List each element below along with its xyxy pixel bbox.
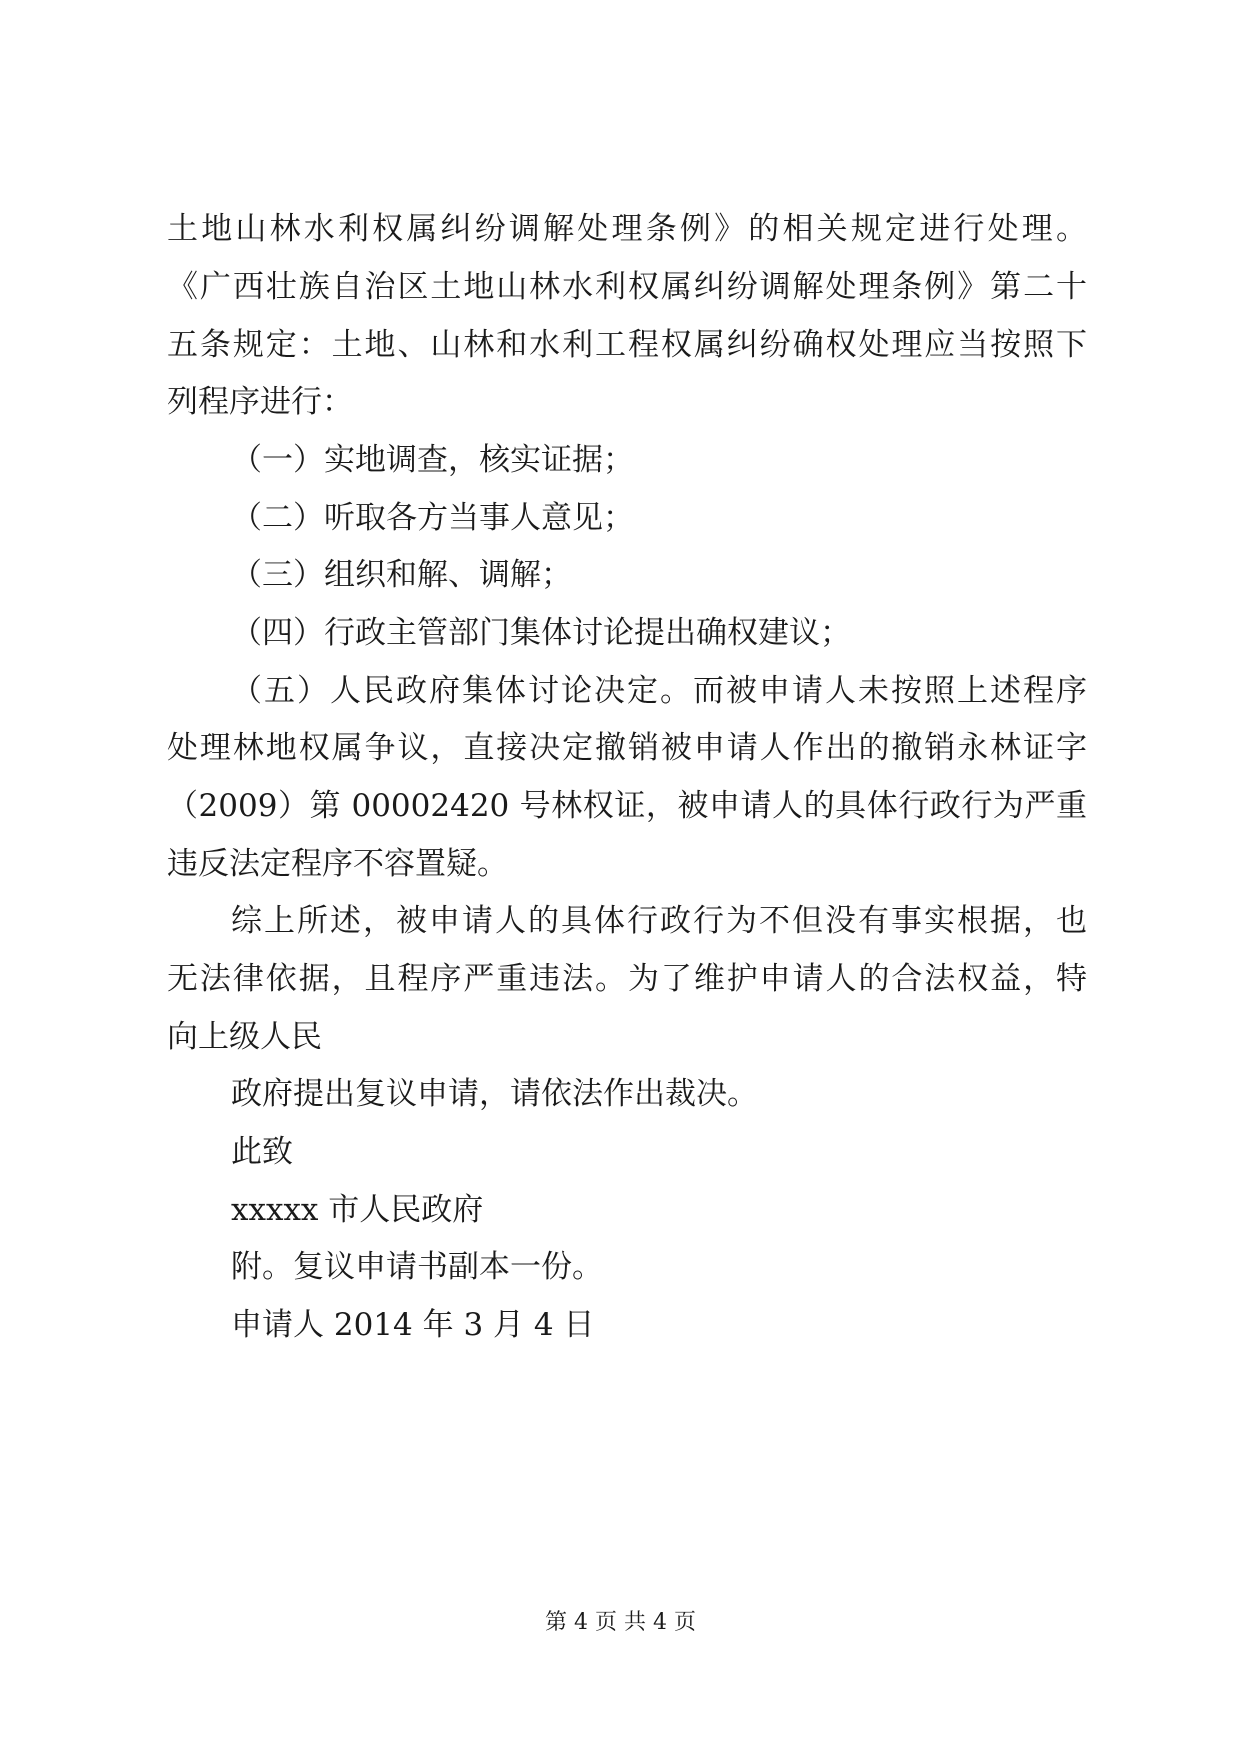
text-line: 列程序进行： [167,384,353,420]
list-item: （一）实地调查，核实证据； [231,442,634,478]
text-line: 无法律依据，且程序严重违法。为了维护申请人的合法权益，特 [167,961,1087,997]
text-line: 《广西壮族自治区土地山林水利权属纠纷调解处理条例》第二十 [167,269,1087,305]
paragraph-line: 政府提出复议申请，请依法作出裁决。 [231,1076,758,1112]
text-line: 处理林地权属争议，直接决定撤销被申请人作出的撤销永林证字 [167,730,1087,766]
list-item: （五）人民政府集体讨论决定。而被申请人未按照上述程序 [231,673,1087,709]
page-number: 第 4 页 共 4 页 [545,1610,696,1635]
text-line: 向上级人民 [167,1019,322,1055]
signature-date: 申请人 2014 年 3 月 4 日 [231,1307,595,1343]
attachment-note: 附。复议申请书副本一份。 [231,1249,603,1285]
recipient: xxxxx 市人民政府 [231,1192,484,1228]
text-line: 五条规定：土地、山林和水利工程权属纠纷确权处理应当按照下 [167,327,1087,363]
text-line: 违反法定程序不容置疑。 [167,846,508,882]
paragraph-line: 综上所述，被申请人的具体行政行为不但没有事实根据，也 [231,903,1087,939]
list-item: （四）行政主管部门集体讨论提出确权建议； [231,615,851,651]
list-item: （二）听取各方当事人意见； [231,500,634,536]
text-line: 土地山林水利权属纠纷调解处理条例》的相关规定进行处理。 [167,211,1087,247]
text-line: （2009）第 00002420 号林权证，被申请人的具体行政行为严重 [167,788,1087,824]
salutation: 此致 [231,1134,293,1170]
list-item: （三）组织和解、调解； [231,557,572,593]
